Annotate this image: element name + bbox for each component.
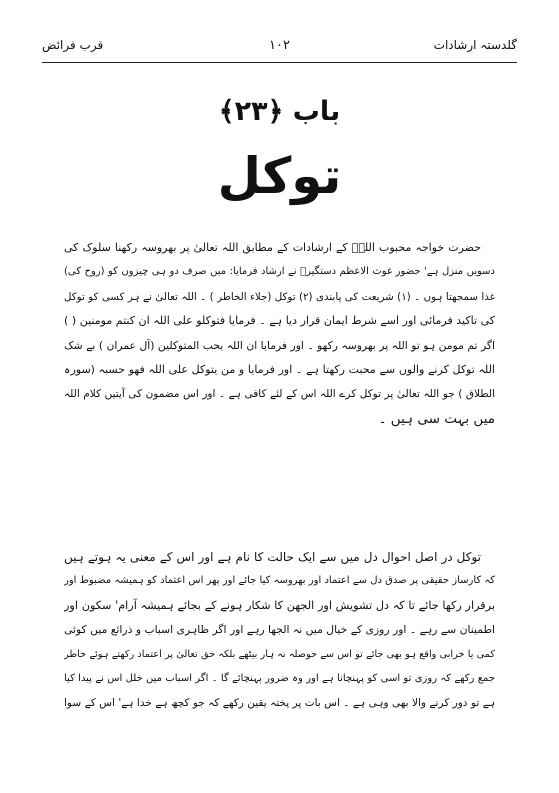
text-line: اگر تم مومن ہو تو اللہ پر بھروسہ رکھو ۔ اور فرمایا ان اللہ یحب المتوکلین (آل عمران ) بے شک: [64, 338, 495, 352]
text-line: اطمینان سے رہے ۔ اور روزی کے خیال میں نہ الجھا رہے اور اگر ظاہری اسباب و ذرائع میں کوئی: [64, 623, 495, 637]
chapter-number: باب ﴿۲۳﴾: [218, 96, 341, 127]
text-line: جمع رکھے کہ روزی تو اسی کو پہنچانا ہے اور وہ ضرور پہنچائے گا ۔ اگر اسباب میں خلل اس نے پیدا کیا: [64, 672, 495, 684]
text-line: برقرار رکھا جائے تا کہ دل تشویش اور الجھن کا شکار ہونے کے بجائے ہمیشہ آرام' سکون اور: [64, 598, 495, 612]
text-line: کہ کارساز حقیقی پر صدق دل سے اعتماد اور بھروسہ کیا جائے اور پھر اس اعتماد کو ہمیشہ مضبوط اور: [64, 575, 495, 587]
text-line: میں بہت سی ہیں ۔: [378, 410, 495, 427]
text-line: اللہ توکل کرنے والوں سے محبت رکھتا ہے ۔ اور فرمایا و من یتوکل علی اللہ فھو حسبہ (سورہ: [64, 362, 495, 376]
chapter-title: توکل: [217, 147, 342, 205]
text-line: حضرت خواجہ محبوب اللہؒ کے ارشادات کے مطابق اللہ تعالیٰ پر بھروسہ رکھنا سلوک کی: [64, 241, 481, 254]
paragraph-2: [64, 545, 495, 716]
text-line: دسویں منزل ہے' حضور غوث الاعظم دستگیرؒ نے ارشاد فرمایا: میں صرف دو ہی چیزوں کو (روح کی): [64, 266, 495, 278]
text-line: کی تاکید فرمائی اور اسے شرط ایمان قرار دیا ہے ۔ فرمایا فتوکلو علی اللہ ان کنتم مومنین ( ): [64, 314, 495, 328]
header-page-number: ۱۰۲: [269, 38, 290, 53]
text-line: توکل در اصل احوال دل میں سے ایک حالت کا نام ہے اور اس کے معنی یہ ہوتے ہیں: [64, 550, 481, 564]
running-header: [42, 38, 517, 60]
text-line: غذا سمجھتا ہوں ۔ (۱) شریعت کی پابندی (۲) توکل (جلاء الخاطر ) ۔ اللہ تعالیٰ نے ہر کسی کو توکل: [64, 290, 495, 303]
header-section-title: قرب فرائض: [42, 38, 104, 52]
text-line: ہے تو دور کرنے والا بھی وہی ہے ۔ اس بات پر پختہ یقین رکھے کہ جو کچھ ہے خدا ہے' اس کے سوا: [64, 697, 495, 710]
paragraph-1: [64, 236, 495, 431]
header-book-title: گلدستہ ارشادات: [433, 38, 517, 52]
text-line: الطلاق ) جو اللہ تعالیٰ پر توکل کرے اللہ اس کے لئے کافی ہے ۔ اور اس مضمون کی آیتیں کلام اللہ: [64, 388, 495, 401]
text-line: کمی یا خرابی واقع ہو بھی جائے تو اس سے حوصلہ نہ ہار بیٹھے بلکہ حق تعالیٰ پر اعتماد رکھتے ہوئے خاطر: [64, 648, 495, 660]
header-divider: [42, 62, 517, 63]
